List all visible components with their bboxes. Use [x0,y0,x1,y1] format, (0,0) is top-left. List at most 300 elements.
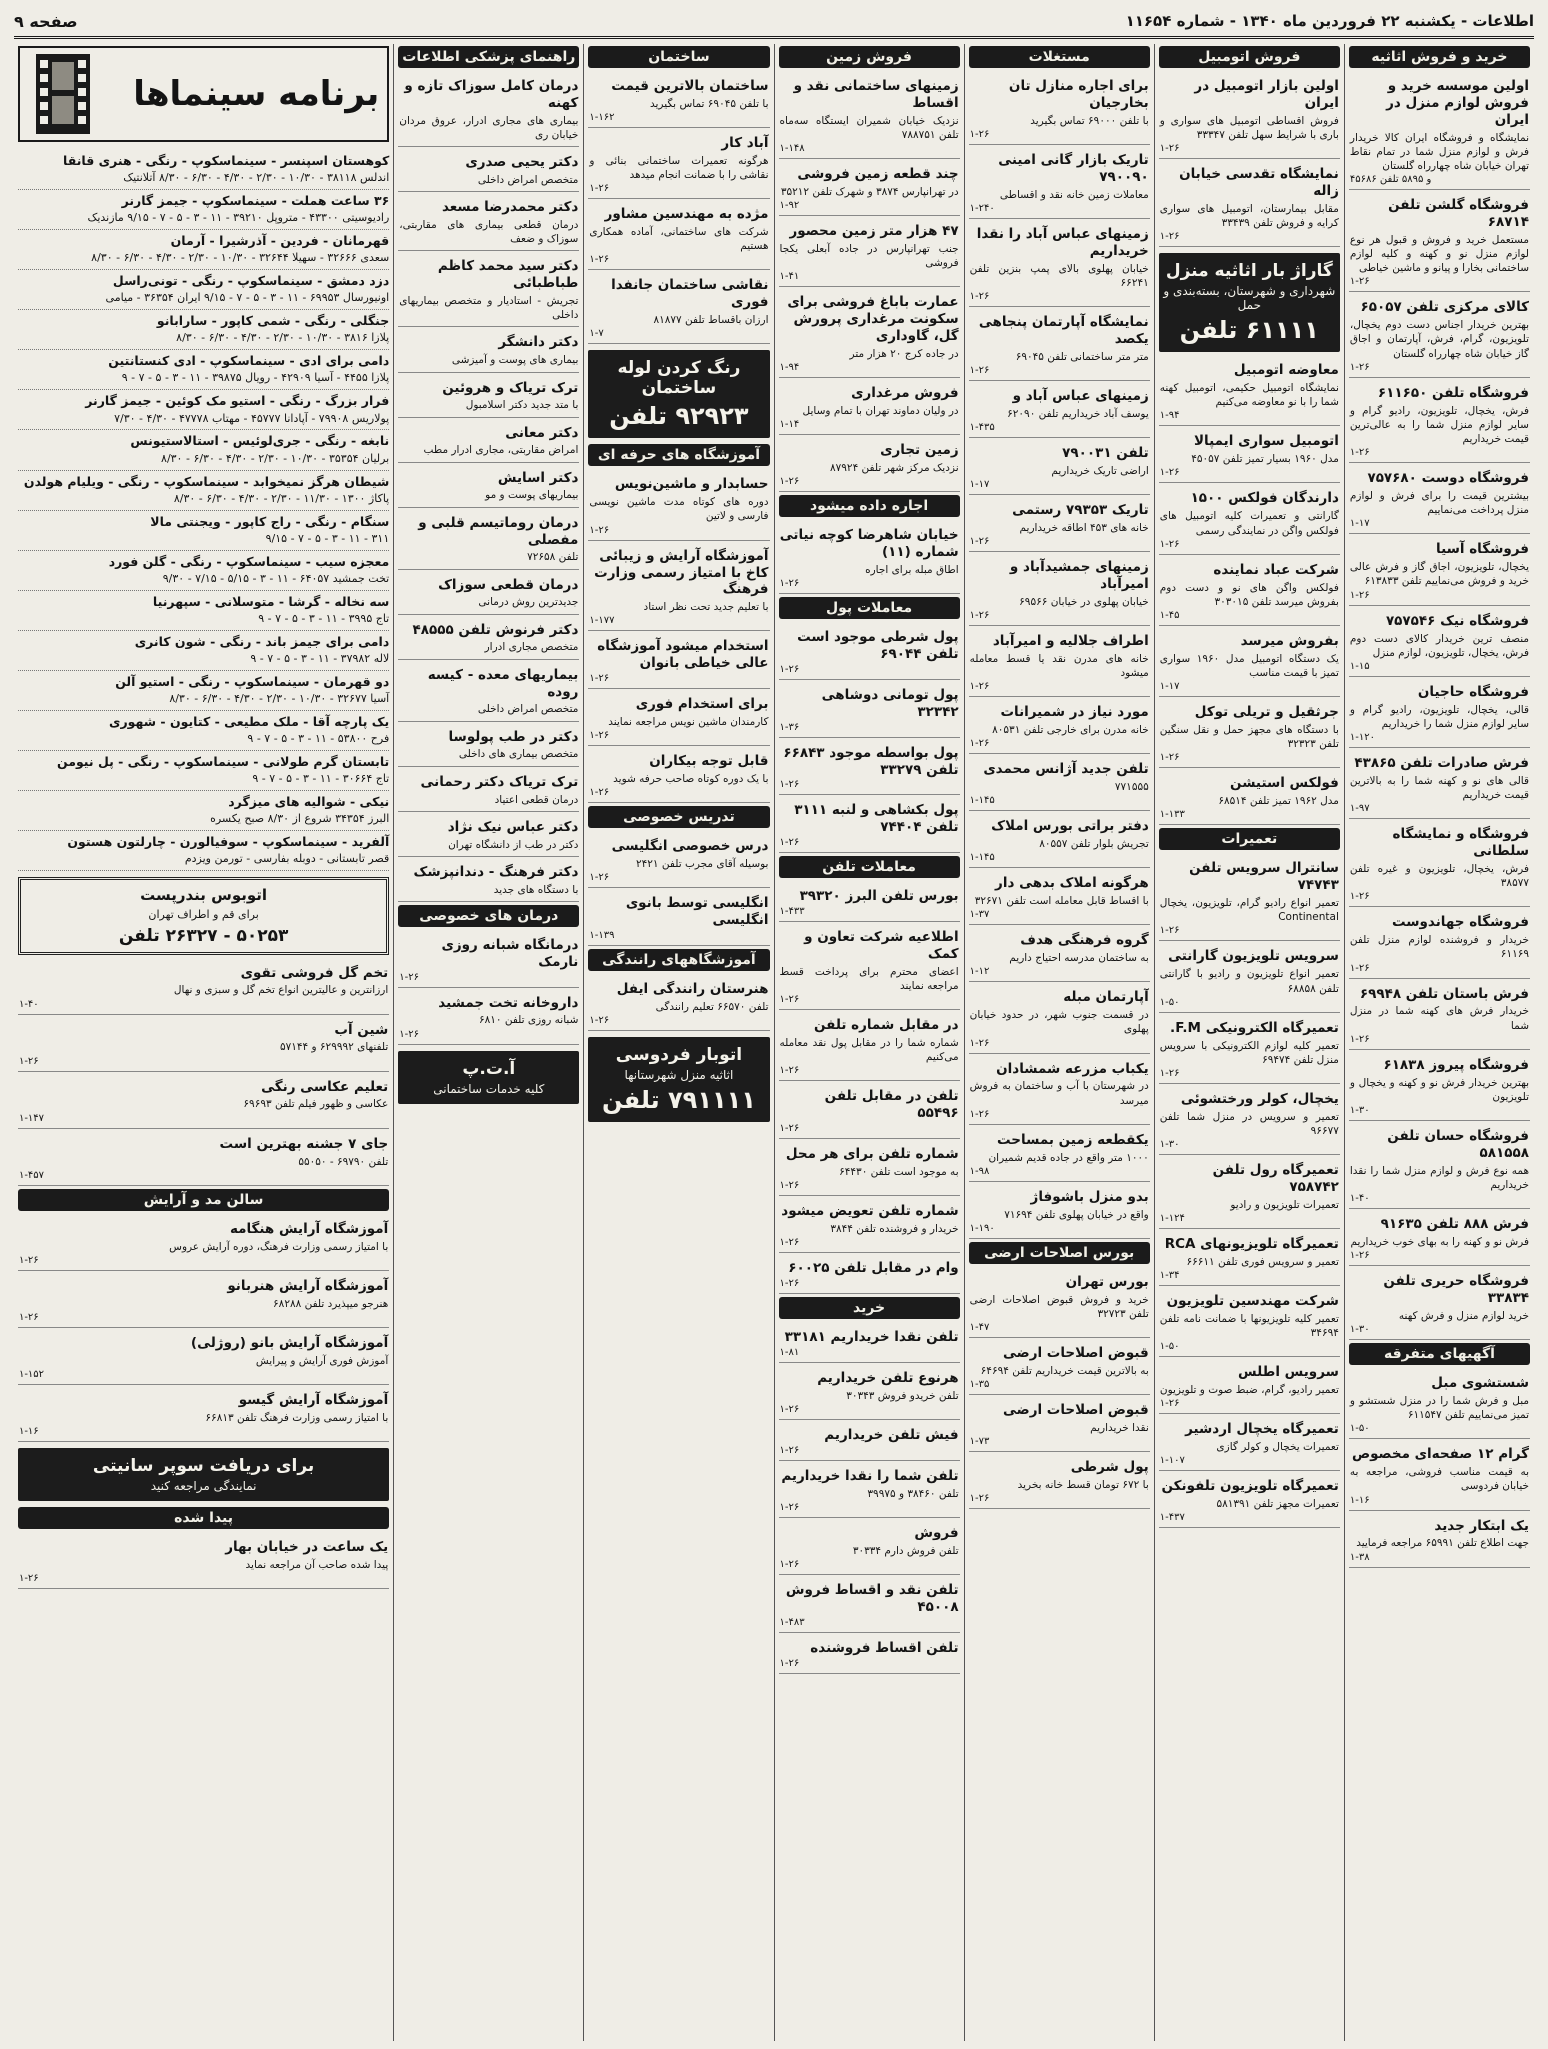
masthead [14,6,1534,39]
ad-code: ۱-۲۶ [1159,1067,1180,1079]
ad-title: تخم گل فروشی تقوی [240,964,389,981]
boxed-ad-subtitle: شهرداری و شهرستان، بسته‌بندی و حمل [1163,284,1336,313]
ad-title: سرویس اطلس [1238,1364,1339,1381]
ad-body: فرش، یخچال، تلویزیون، رادیو گرام و سایر لوازم منزل شما را به عالی‌ترین قیمت خریداریم [1349,404,1529,446]
ad-title: فروش مرغداری [851,385,959,402]
ad-title: تلفن در مقابل تلفن ۵۵۴۹۶ [824,1088,959,1122]
cinema-film-title: نیکی - شوالیه های میزگرد [228,794,390,809]
ad-title: دکتر فرنوش تلفن ۴۸۵۵۵ [412,621,579,638]
classified-ad [969,700,1150,754]
classified-ad [1349,1212,1530,1266]
ad-code: ۱-۲۶ [779,837,800,849]
ad-title: تلفن شما را نقدا خریداریم [781,1467,959,1484]
classified-ad [588,273,769,344]
ad-title: زمین تجاری [880,442,959,459]
ad-title: شستشوی مبل [1431,1375,1529,1392]
classified-ad [1349,295,1530,377]
section-header: معاملات تلفن [779,856,960,878]
ad-body: با امتیاز رسمی وزارت فرهنگ، دوره آرایش عروس [169,1240,389,1253]
ad-title: تعمیرگاه تلویزیون تلفونکن [1161,1478,1339,1495]
ad-body: فرش، یخچال، تلویزیون و غیره تلفن ۳۸۵۷۷ [1349,863,1529,890]
ad-body: تلفن خریدو فروش ۳۰۳۴۳ [846,1389,959,1402]
ad-body: خیابان پهلوی در خیابان ۶۹۵۶۶ [1019,595,1149,608]
ad-title: انگلیسی توسط بانوی انگلیسی [625,895,769,929]
cinema-showtimes: لاله ۳۷۹۸۲ - ۱۱ - ۳ - ۵ - ۷ - ۹ [250,651,390,665]
ad-title: فروشگاه دوست ۷۵۷۶۸۰ [1367,470,1529,487]
classified-ad [1159,944,1340,1012]
ad-code: ۱-۱۴۸ [779,143,805,155]
ad-title: استخدام میشود آموزشگاه عالی خیاطی بانوان [597,638,769,672]
cinema-showtimes: اونیورسال ۶۹۹۵۳ - ۱۱ - ۳ - ۵ - ۷ - ۹/۱۵ ایران ۳۶۳۵۴ - میامی [105,291,390,305]
cinema-film-title: دو قهرمان - سینماسکوپ - رنگی - استیو آلن [115,673,390,689]
cinema-listing [18,270,389,310]
classified-ad [18,1535,389,1589]
ad-code: ۱-۲۶ [1349,1033,1370,1045]
classified-ad [1159,856,1340,941]
ad-title: حسابدار و ماشین‌نویس [614,476,769,493]
classified-ad [779,1423,960,1461]
cinema-showtimes: پلازا ۴۴۵۵ - آسیا ۴۲۹۰۹ - رویال ۳۹۸۷۵ - ۱۱ - ۳ - ۵ - ۷ - ۹ [121,371,390,385]
ad-title: سانترال سرویس تلفن ۷۴۷۴۳ [1189,860,1339,894]
ad-title: دکتر در طب پولوسا [448,728,579,745]
ad-code: ۱-۲۶ [969,364,990,376]
ad-code: ۱-۹۴ [1159,410,1180,422]
ad-body: به قیمت مناسب فروشی، مراجعه به خیابان فردوسی [1349,1466,1529,1493]
ad-body: به موجود است تلفن ۶۴۴۳۰ [839,1165,959,1178]
ad-code: ۱-۲۶ [1349,891,1370,903]
ad-title: تاریک ۷۹۳۵۳ رستمی [1012,501,1149,518]
ad-body: به بالاترین قیمت خریداریم تلفن ۶۴۶۹۴ [980,1365,1149,1377]
ad-title: تلفن ۷۹۰۰۳۱ [1062,444,1149,461]
ad-code: ۱-۱۴۷ [18,1112,45,1124]
ad-code: ۱-۳۵ [969,1379,990,1391]
cinema-listing [18,711,389,751]
ad-code: ۱-۸۱ [779,1346,800,1358]
ad-body: خرید و فروش قبوض اصلاحات ارضی تلفن ۳۲۷۲۳ [969,1293,1149,1320]
cinema-showtimes: سعدی ۳۲۶۶۶ - سهیلا ۳۲۶۴۴ - ۱۰/۳۰ - ۲/۳۰ - ۴/۳۰ - ۶/۳۰ - ۸/۳۰ [91,251,390,265]
ad-title: زمینهای عباس آباد و [1012,387,1149,404]
classified-ad [1349,1124,1530,1209]
classified-ad [969,1057,1150,1125]
ad-body: خریدار و فروشنده تلفن ۳۸۴۴ [830,1223,959,1236]
classified-ad [18,1217,389,1271]
section-header: خرید [779,1297,960,1319]
ad-code: ۴۵۶۸۶ و ۵۸۹۵ تلفن [1349,174,1432,186]
ad-body: خانه های مدرن نقد یا قسط معامله میشود [969,652,1149,679]
ad-title: فروشگاه آسیا [1436,541,1529,558]
classified-ad [1349,680,1530,748]
classified-ad [398,376,579,418]
boxed-ad [1159,253,1340,352]
ad-body: جهت اطلاع تلفن ۶۵۹۹۱ مراجعه فرمایید [1356,1537,1529,1550]
ad-body: مقابل بیمارستان، اتومبیل های سواری کرایه و فروش تلفن ۳۳۴۳۹ [1159,202,1339,230]
classified-ad [1159,700,1340,768]
ad-title: زمینهای عباس آباد را نقدا خریداریم [976,225,1149,259]
ad-title: فرش صادرات تلفن ۴۳۸۶۵ [1354,755,1529,772]
ad-body: فولکس واگن های نو و دست دوم بفروش میرسد تلفن ۳۰۳۰۱۵ [1159,581,1339,608]
classified-ad [969,1398,1150,1452]
classified-ad [1349,466,1530,534]
ad-body: متخصص امراض داخلی [477,703,579,716]
ad-code: ۱-۱۶ [18,1425,39,1437]
classified-ad [969,1128,1150,1182]
ad-body: معاملات زمین خانه نقد و اقساطی [999,188,1149,201]
classified-ad [969,74,1150,145]
ad-body: کارمندان ماشین نویس مراجعه نمایند [608,716,769,729]
ad-title: شماره تلفن تعویض میشود [781,1203,959,1220]
section-header: سالن مد و آرایش [18,1189,389,1211]
section-header: پیدا شده [18,1507,389,1529]
ad-title: دکتر محمدرضا مسعد [441,199,579,216]
classified-ad [969,555,1150,626]
ad-code: ۱-۱۶۲ [589,112,615,124]
column-realestate [964,44,1154,2041]
cinema-showtimes: البرز ۳۴۳۵۴ شروع از ۸/۳۰ صبح یکسره [210,812,390,826]
ad-title: گرام ۱۲ صفحه‌ای مخصوص [1351,1446,1529,1463]
ad-body: هرگونه تعمیرات ساختمانی بنائی و نقاشی را با ضمانت انجام میدهد [589,154,769,182]
column-medical [393,44,583,2041]
classified-ad [1159,429,1340,483]
classified-ad [779,798,960,853]
classified-ad [969,985,1150,1053]
ad-body: در جاده کرج ۲۰ هزار متر [849,347,959,360]
classified-ad [779,1256,960,1294]
classified-ad [398,991,579,1045]
ad-title: هرگونه املاک بدهی دار [995,875,1149,892]
ad-code: ۱-۴۳۷ [1159,1512,1185,1524]
classified-ad [1349,1269,1530,1340]
classified-ad [1349,609,1530,677]
ad-body: اعضای محترم برای پرداخت قسط مراجعه نمایند [779,965,959,992]
ad-code: ۱-۲۶ [1159,143,1180,155]
ad-title: زمینهای ساختمانی نقد و اقساط [793,78,959,111]
ad-code: ۱-۱۷۷ [589,615,615,627]
ad-body: با متد جدید دکتر اسلامبول [465,399,579,412]
ad-code: ۱-۲۶ [1349,962,1370,974]
ad-title: یخچال، کولر ورختشوئی [1180,1090,1339,1107]
classified-ad [779,925,960,1010]
ad-code: ۱-۲۶ [779,663,800,675]
cinema-showtimes: پولاریس ۷۹۹۰۸ - آپادانا ۴۵۷۷۷ - مهتاب ۴۷۷۷۸ - ۴/۳۰ - ۷/۳۰ [114,411,390,425]
ad-body: در تهرانپارس ۳۸۷۴ و شهرک تلفن ۳۵۲۱۲ [780,185,959,198]
ad-title: هرنوع تلفن خریداریم [817,1369,959,1386]
ad-title: تلفن نقدا خریداریم ۳۳۱۸۱ [784,1329,959,1346]
ad-body: تلفنهای ۶۲۹۹۹۲ و ۵۷۱۴۴ [279,1041,389,1054]
classified-ad [18,1388,389,1442]
ad-title: ۴۷ هزار متر زمین محصور [789,223,959,240]
ad-code: ۱-۲۶ [1349,1250,1370,1262]
ad-code: ۱-۳۰ [1349,1105,1370,1117]
film-strip-icon [28,52,98,136]
bus-ad-subtitle: برای قم و اطراف تهران [148,908,259,922]
ad-title: بیماریهای معده - کیسه روده [427,666,579,700]
boxed-ad-phone: ۶۱۱۱۱ تلفن [1179,316,1319,345]
classified-ad [1349,751,1530,819]
classified-ad [18,1331,389,1385]
classified-ad [969,310,1150,381]
ad-title: اطراف جلالیه و امیرآباد [992,632,1149,649]
ad-title: یک ابتکار جدید [1434,1517,1529,1534]
ad-code: ۱-۳۰ [1159,1139,1180,1151]
ad-body: فرش نو و کهنه را به بهای خوب خریداریم [1350,1236,1529,1248]
ad-code: ۱-۴۰ [1349,1193,1370,1205]
ad-body: نمایشگاه و فروشگاه ایران کالا خریدار فرش و لوازم منزل شما در تمام نقاط تهران خیابان شاه چهارراه گلستان [1349,131,1529,172]
ad-body: تجریش - استادیار و متخصص بیماریهای داخلی [399,295,579,322]
ad-body: اراضی تاریک خریداریم [1051,464,1149,477]
ad-body: نقدا خریداریم [1090,1422,1149,1435]
boxed-ad-subtitle: کلیه خدمات ساختمانی [433,1081,545,1096]
classified-ad [1159,1016,1340,1084]
ad-body: واقع در خیابان پهلوی تلفن ۷۱۶۹۴ [1004,1208,1149,1221]
ad-body: بوسیله آقای مجرب تلفن ۲۴۲۱ [636,858,769,871]
ad-code: ۱-۲۶ [1159,467,1180,479]
ad-title: فروشگاه نیک ۷۵۷۵۴۶ [1385,612,1529,629]
ad-title: پول بکشاهی و لنبه ۳۱۱۱ تلفن ۷۴۴۰۴ [794,802,959,836]
ad-code: ۱-۴۷ [969,1322,990,1334]
classified-ad [1159,558,1340,626]
boxed-ad-phone: ۷۹۱۱۱۱ تلفن [601,1086,756,1115]
ad-body: مبل و فرش شما را در منزل شستشو و تمیز می‌نماییم تلفن ۶۱۱۵۴۷ [1349,1394,1529,1422]
ad-code: ۱-۲۶ [969,1108,990,1120]
classified-ad [588,692,769,746]
ad-body: جنب تهرانپارس در جاده آبعلی یکجا فروشی [779,243,959,270]
ad-body: بیماری های مجاری ادرار، عروق مردان خیابان ری [399,114,579,141]
ad-code: ۱-۲۶ [1349,589,1370,601]
ad-body: خرید لوازم منزل و فرش کهنه [1398,1309,1529,1322]
ad-code: ۱-۲۶ [969,1493,990,1505]
classified-ad [779,625,960,680]
classified-ad [18,1018,389,1072]
section-header: فروش زمین [779,46,960,68]
ad-body: همه نوع فرش و لوازم منزل شما را نقدا خریداریم [1349,1164,1529,1191]
ad-body: اطاق مبله برای اجاره [865,564,959,576]
cinema-showtimes: قصر تابستانی - دوبله بفارسی - تورمن ویزدم [184,852,390,866]
ad-title: تعمیرگاه رول تلفن ۷۵۸۷۴۲ [1212,1162,1339,1195]
ad-code: ۱-۲۶ [18,1055,39,1067]
ad-title: تلفن نقد و اقساط فروش ۴۵۰۰۸ [785,1581,959,1615]
ad-title: آموزشگاه آرایش هنگامه [229,1220,389,1237]
ad-code: ۱-۲۶ [779,578,800,590]
ad-body: تلفن فروش دارم ۳۰۳۳۴ [852,1544,959,1557]
cinema-film-title: دزد دمشق - سینماسکوپ - رنگی - تونی‌راسل [112,273,390,289]
ad-code: ۱-۲۶ [1159,231,1180,243]
ad-code: ۱-۳۴ [1159,1270,1180,1282]
ad-title: دکتر یحیی صدری [465,154,579,171]
ad-body: بیماری های پوست و آمیزشی [451,354,579,367]
classified-ad [588,834,769,888]
classified-ad [398,573,579,615]
ad-body: شماره شما را در مقابل پول نقد معامله می‌کنیم [779,1037,959,1064]
ad-title: فروشگاه تلفن ۶۱۱۶۵۰ [1377,384,1529,401]
cinema-film-title: دامی برای ادی - سینماسکوپ - ادی کنستانتین [108,353,390,369]
ad-body: عکاسی و ظهور فیلم تلفن ۶۹۶۹۳ [243,1098,389,1111]
ad-title: قابل توجه بیکاران [649,753,769,770]
ad-code: ۱-۲۶ [589,254,610,266]
classified-ad [969,1270,1150,1338]
ad-body: دوره های کوتاه مدت ماشین نویسی فارسی و لاتین [589,496,769,523]
ad-title: فروشگاه جهاندوست [1391,914,1529,931]
cinema-listing [18,671,389,711]
classified-ad [18,1075,389,1129]
ad-code: ۱-۲۶ [1349,276,1370,288]
ad-body: متخصص مجاری ادرار [484,641,579,654]
ad-title: شماره تلفن برای هر محل [785,1146,959,1163]
classified-ad [1159,629,1340,697]
ad-body: تعمیرات مجهز تلفن ۵۸۱۳۹۱ [1216,1498,1339,1511]
cinema-column-ads [18,961,389,1589]
ad-title: اولین موسسه خرید و فروش لوازم منزل در ایران [1386,78,1529,128]
ad-code: ۱-۱۷ [1349,518,1370,530]
ad-body: دکتر در طب از دانشگاه تهران [448,838,579,851]
ad-title: تاریک بازار گانی امینی ۷۹۰۰۹۰ [998,151,1149,185]
cinema-listing [18,751,389,791]
ad-code: ۱-۲۶ [18,1254,39,1266]
classified-ad [588,74,769,128]
boxed-ad-phone: ۹۲۹۲۳ تلفن [609,402,749,431]
cinema-showtimes: برلیان ۳۵۳۵۴ - ۱۰/۳۰ - ۲/۳۰ - ۴/۳۰ - ۶/۳۰ - ۸/۳۰ [161,451,390,465]
ad-body: نزدیک مرکز شهر تلفن ۸۷۹۲۴ [830,462,959,475]
ad-code: ۱-۴۰ [18,998,39,1010]
ad-code: ۱-۴۱ [779,271,800,283]
classified-ad [1349,74,1530,190]
column-land [774,44,964,2041]
boxed-ad [588,1037,769,1122]
classified-ad [1349,982,1530,1050]
ad-code: ۱-۲۶ [589,872,610,884]
ad-title: فولکس استیشن [1230,775,1339,792]
ad-body: خریدار فرش های کهنه شما در منزل شما [1349,1005,1529,1032]
classified-ad [969,148,1150,219]
classified-ad [1159,486,1340,554]
classified-ad [779,1636,960,1674]
ad-title: یکباب مزرعه شمشادان [996,1060,1149,1077]
ad-body: نزدیک خیابان شمیران ایستگاه سه‌ماه تلفن ۷۸۸۷۵۱ [779,114,959,141]
cinema-listing [18,631,389,671]
cinema-showtimes: پاکاژ ۱۳۰۰ - ۱۱/۳۰ - ۲/۳۰ - ۴/۳۰ - ۶/۳۰ - ۸/۳۰ [173,491,390,505]
ad-code: ۱-۲۶ [779,1501,800,1513]
ad-code: ۱-۱۲ [969,966,990,978]
section-header: خرید و فروش اثاثیه [1349,46,1530,68]
ad-title: ترک تریاک دکتر رحمانی [420,773,579,790]
ad-title: نمایشگاه تقدسی خیابان زاله [1179,166,1339,199]
ad-title: پول شرطی [1070,1459,1149,1476]
ad-title: پول شرطی موجود است تلفن ۶۹۰۴۴ [797,629,959,663]
boxed-ad-subtitle: اثاثیه منزل شهرستانها [624,1068,734,1083]
ad-title: بدو منزل باشوفاژ [1030,1188,1149,1205]
ad-body: پیدا شده صاحب آن مراجعه نماید [245,1558,389,1571]
ad-body: بهترین خریدار اجناس دست دوم یخچال، تلویزیون، گرام، فرش، آپارتمان و اجاق گاز خیابان شاه چهارراه گلستان [1349,319,1529,360]
ad-body: آموزش فوری آرایش و پیرایش [255,1354,389,1367]
ad-body: با اقساط قابل معامله است تلفن ۳۲۶۷۱ [974,895,1149,908]
ad-body: تلفن ۶۶۵۷۰ تعلیم رانندگی [655,1000,769,1013]
cinema-listing [18,471,389,511]
ad-code: ۱-۲۶ [589,787,610,799]
classified-ad [398,421,579,463]
ad-code: ۱-۱۲۰ [1349,732,1375,744]
classified-ad [779,74,960,159]
ad-body: با امتیاز رسمی وزارت فرهنگ تلفن ۶۶۸۱۳ [205,1411,389,1424]
classified-ad [779,381,960,435]
ad-code: ۱-۱۲۴ [1159,1213,1185,1225]
section-header: مستغلات [969,46,1150,68]
cinema-film-title: تابستان گرم طولانی - سینماسکوپ - رنگی - پل نیومن [56,753,390,769]
classified-ad [779,438,960,492]
ad-body: با یک دوره کوتاه صاحب حرفه شوید [613,773,769,786]
classified-ad [1349,381,1530,463]
classified-ad [398,150,579,192]
ad-code: ۱-۲۶ [589,730,610,742]
classified-ad [18,1274,389,1328]
ad-code: ۱-۱۵۲ [18,1368,45,1380]
cinema-film-title: کوهستان اسپنسر - سینماسکوپ - رنگی - هنری قانقا [63,153,390,168]
ad-body: درمان قطعی بیماری های مقاربتی، سوزاک و ضعف [399,219,579,246]
ad-title: درمانگاه شبانه روزی نارمک [441,936,579,970]
ad-code: ۱-۲۶ [779,476,800,488]
ad-body: تعمیر انواع رادیو گرام، تلویزیون، یخچال Continental [1159,897,1339,924]
classified-ad [779,884,960,922]
classified-ad [1349,822,1530,907]
cinema-showtimes: ۳۱۱ - ۱۱ - ۳ - ۵ - ۷ - ۹/۱۵ [265,531,390,545]
ad-code: ۱-۳۸ [1349,1551,1370,1563]
classified-ad [779,1464,960,1518]
ad-code: ۱-۲۶ [779,779,800,791]
classified-ad [1159,1474,1340,1528]
ad-title: شرکت مهندسین تلویزیون [1166,1293,1339,1310]
classified-ad [398,770,579,812]
ad-title: دکتر دانشگر [498,334,579,351]
cinema-showtimes: پلازا ۳۸۱۶ - ۱۰/۳۰ - ۲/۳۰ - ۴/۳۰ - ۶/۳۰ - ۸/۳۰ [176,331,390,345]
ad-title: مژده به مهندسین مشاور [604,206,769,223]
ad-code: ۱-۲۶ [969,609,990,621]
ad-code: ۱-۵۰ [1159,1341,1180,1353]
ad-body: تجریش بلوار تلفن ۸۰۵۵۷ [1039,838,1149,851]
ad-body: مدل ۱۹۶۲ تمیز تلفن ۶۸۵۱۴ [1218,795,1339,808]
cinema-film-title: سه نخاله - گرشا - متوسلانی - سپهرنیا [152,593,390,609]
ad-code: ۱-۲۶ [779,1123,800,1135]
ad-code: ۱-۳۶ [779,721,800,733]
ad-code: ۱-۱۴۵ [969,795,995,807]
ad-title: قبوض اصلاحات ارضی [1002,1402,1149,1419]
ad-title: درس خصوصی انگلیسی [611,838,769,855]
ad-title: دارندگان فولکس ۱۵۰۰ [1190,490,1339,507]
ad-title: اطلاعیه شرکت تعاون و کمک [804,929,959,962]
ad-body: با دستگاه های مجهز حمل و نقل سنگین تلفن ۳۲۳۲۳ [1159,723,1339,751]
classified-ad [779,1578,960,1633]
cinema-listing [18,551,389,591]
ad-body: با ۶۷۲ تومان قسط خانه بخرید [1017,1479,1149,1492]
cinema-showtimes: تاج ۳۰۶۶۴ - ۱۱ - ۳ - ۵ - ۷ - ۹ [252,772,390,786]
ad-code: ۱-۲۶ [779,1558,800,1570]
ad-body: ۱۰۰۰ متر واقع در جاده قدیم شمیران [988,1151,1149,1164]
cinema-listing [18,430,389,470]
ad-body: فروش اقساطی اتومبیل های سواری و باری با شرایط سهل تلفن ۳۳۳۴۷ [1159,114,1339,141]
cinema-showtimes: تخت جمشید ۶۴۰۵۷ - ۱۱ - ۳ - ۵/۱۵ - ۷/۱۵ - ۹/۳۰ [162,571,390,585]
classified-ad [18,961,389,1015]
ad-title: در مقابل شماره تلفن [813,1017,959,1034]
ad-body: تعمیر کلیه تلویزیونها با ضمانت نامه تلفن ۳۴۶۹۴ [1159,1312,1339,1340]
ad-body: تعمیر انواع تلویزیون و رادیو با گارانتی تلفن ۶۸۸۵۸ [1159,968,1339,995]
classified-ad [779,741,960,796]
ad-title: شرکت عباد نماینده [1213,561,1339,578]
ad-body: بیشترین قیمت را برای فرش و لوازم منزل پرداخت می‌نماییم [1349,490,1529,517]
ad-title: آباد کار [721,135,769,152]
ad-body: با تلفن ۶۹۰۰۰ تماس بگیرید [1030,114,1149,127]
ad-title: فروشگاه حاجیان [1417,683,1529,700]
ad-title: آموزشگاه آرایش بانو (روژلی) [190,1334,389,1351]
classified-ad [969,928,1150,982]
classified-ad [398,933,579,988]
section-header: ساختمان [588,46,769,68]
